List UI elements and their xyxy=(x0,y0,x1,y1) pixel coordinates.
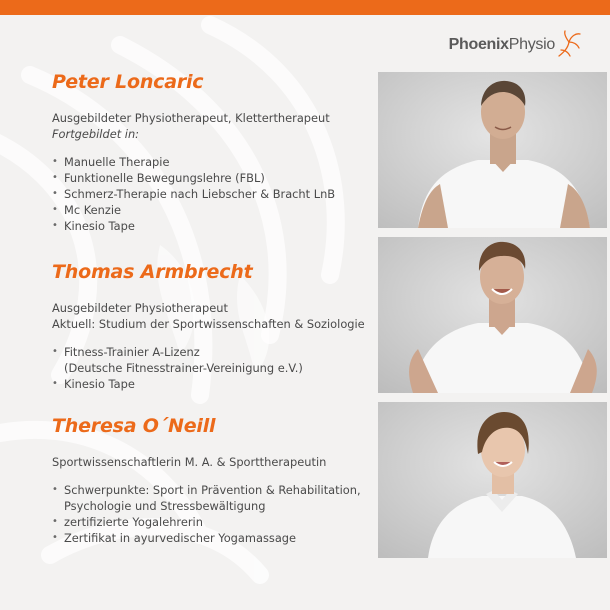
description-line: Aktuell: Studium der Sportwissenschaften & Soziologie xyxy=(52,317,365,331)
list-item xyxy=(52,482,370,514)
qualification-list xyxy=(52,482,370,546)
person-description xyxy=(52,454,370,470)
person-name: Peter Loncaric xyxy=(52,71,204,93)
list-item: • Mc Kenzie xyxy=(52,202,370,218)
portrait-photo-theresa xyxy=(378,402,607,558)
list-item-line: • Fitness-Trainier A-Lizenz xyxy=(64,345,200,359)
person-name: Thomas Armbrecht xyxy=(52,261,253,283)
person-description xyxy=(52,300,370,332)
person-theresa-oneill xyxy=(52,415,370,546)
phoenixphysio-logo xyxy=(449,28,582,62)
list-item: • Manuelle Therapie xyxy=(52,154,370,170)
portrait-photo-thomas xyxy=(378,237,607,393)
list-item: • Kinesio Tape xyxy=(52,218,370,234)
list-item-line: Psychologie und Stressbewältigung xyxy=(64,499,266,513)
top-accent-bar xyxy=(0,0,610,15)
list-item: • Kinesio Tape xyxy=(52,376,370,392)
description-line: Ausgebildeter Physiotherapeut, Klettertherapeut xyxy=(52,111,330,125)
qualification-list xyxy=(52,344,370,392)
list-item: • Zertifikat in ayurvedischer Yogamassage xyxy=(52,530,370,546)
person-description xyxy=(52,110,370,142)
person-thomas-armbrecht xyxy=(52,261,370,392)
list-item: • Schmerz-Therapie nach Liebscher & Bracht LnB xyxy=(52,186,370,202)
logo-text-phoenix: Phoenix xyxy=(448,36,509,53)
description-line: Sportwissenschaftlerin M. A. & Sporttherapeutin xyxy=(52,455,327,469)
list-item xyxy=(52,344,370,376)
description-line: Ausgebildeter Physiotherapeut xyxy=(52,301,228,315)
person-peter-loncaric xyxy=(52,71,370,234)
list-item-line: • Schwerpunkte: Sport in Prävention & Rehabilitation, xyxy=(64,483,361,497)
portrait-photo-peter xyxy=(378,72,607,228)
list-item-line: (Deutsche Fitnesstrainer-Vereinigung e.V.) xyxy=(64,361,303,375)
list-item: • Funktionelle Bewegungslehre (FBL) xyxy=(52,170,370,186)
list-item: • zertifizierte Yogalehrerin xyxy=(52,514,370,530)
description-line-italic: Fortgebildet in: xyxy=(52,127,140,141)
logo-text-physio: Physio xyxy=(508,36,555,53)
person-name: Theresa O´Neill xyxy=(52,415,216,437)
qualification-list xyxy=(52,154,370,234)
phoenix-bird-icon xyxy=(556,30,582,60)
